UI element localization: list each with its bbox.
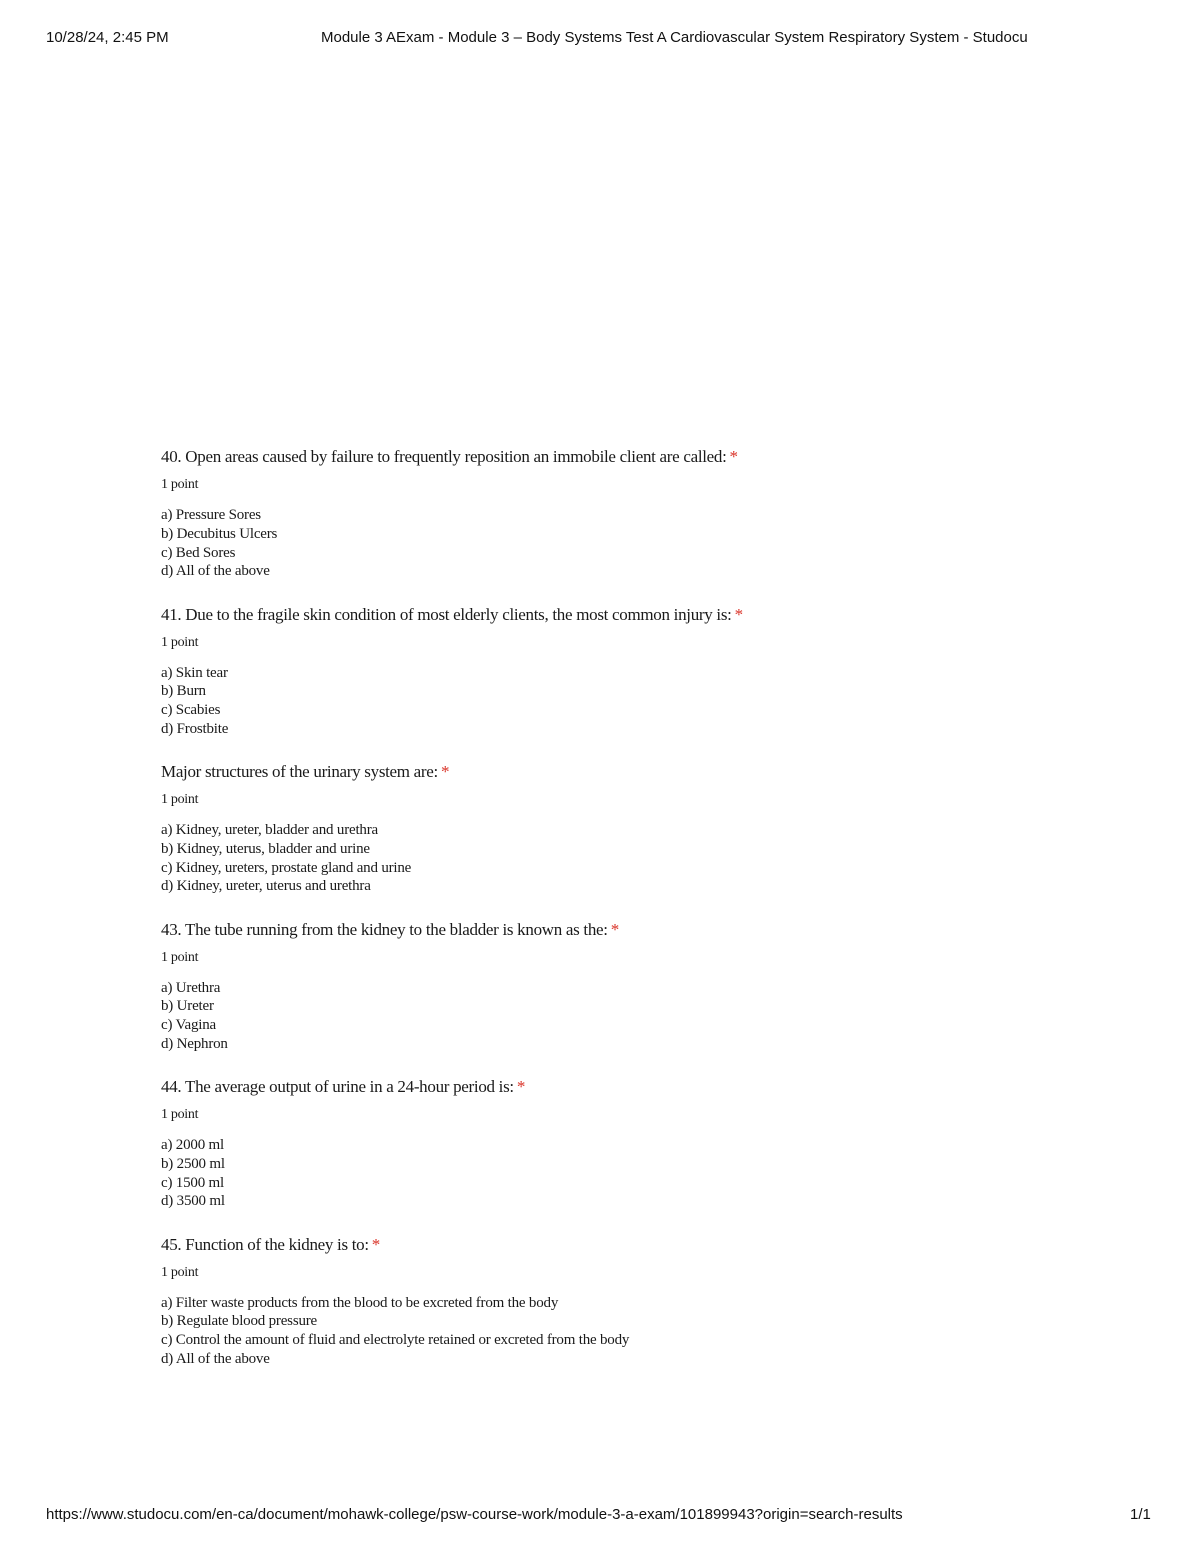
answer-options bbox=[161, 1136, 1061, 1211]
answer-option[interactable]: a) Urethra bbox=[161, 979, 221, 996]
question-text: Major structures of the urinary system are: * bbox=[161, 762, 450, 781]
answer-option[interactable]: d) 3500 ml bbox=[161, 1193, 225, 1210]
print-footer bbox=[0, 1506, 1200, 1528]
question-item bbox=[161, 1076, 1061, 1234]
question-item bbox=[161, 919, 1061, 1077]
required-marker: * bbox=[516, 1077, 526, 1096]
answer-option[interactable]: c) Bed Sores bbox=[161, 544, 236, 561]
answer-options bbox=[161, 821, 1061, 896]
answer-option[interactable]: a) 2000 ml bbox=[161, 1137, 224, 1153]
answer-option[interactable]: b) Burn bbox=[161, 683, 206, 700]
question-item bbox=[161, 446, 1061, 604]
answer-option[interactable]: d) All of the above bbox=[161, 563, 270, 580]
answer-option[interactable]: b) Regulate blood pressure bbox=[161, 1313, 318, 1330]
answer-option[interactable]: a) Filter waste products from the blood to be excreted from the body bbox=[161, 1294, 559, 1311]
print-header bbox=[0, 29, 1200, 51]
answer-option[interactable]: d) Nephron bbox=[161, 1035, 228, 1052]
answer-option[interactable]: c) Scabies bbox=[161, 702, 221, 719]
answer-option[interactable]: c) Vagina bbox=[161, 1017, 216, 1034]
answer-options bbox=[161, 664, 1061, 739]
question-points: 1 point bbox=[161, 634, 199, 650]
question-text: 40. Open areas caused by failure to frequently reposition an immobile client are called: * bbox=[161, 447, 738, 466]
required-marker: * bbox=[729, 447, 738, 466]
question-points: 1 point bbox=[161, 949, 199, 965]
question-list bbox=[161, 446, 1061, 1391]
question-points: 1 point bbox=[161, 1107, 199, 1122]
answer-options bbox=[161, 1294, 1061, 1369]
answer-option[interactable]: a) Pressure Sores bbox=[161, 507, 261, 523]
answer-option[interactable]: c) Kidney, ureters, prostate gland and urine bbox=[161, 859, 412, 876]
answer-option[interactable]: a) Kidney, ureter, bladder and urethra bbox=[161, 822, 378, 838]
question-item bbox=[161, 604, 1061, 762]
page-number: 1/1 bbox=[1130, 1506, 1151, 1523]
question-item bbox=[161, 761, 1061, 919]
answer-option[interactable]: b) Decubitus Ulcers bbox=[161, 525, 278, 542]
answer-option[interactable]: c) Control the amount of fluid and electrolyte retained or excreted from the body bbox=[161, 1332, 630, 1349]
answer-option[interactable]: b) Kidney, uterus, bladder and urine bbox=[161, 840, 370, 857]
question-text: 45. Function of the kidney is to: * bbox=[161, 1234, 380, 1254]
required-marker: * bbox=[371, 1234, 380, 1254]
document-title: Module 3 AExam - Module 3 – Body Systems Test A Cardiovascular System Respiratory System - Studocu bbox=[321, 29, 1028, 46]
page-url: https://www.studocu.com/en-ca/document/mohawk-college/psw-course-work/module-3-a-exam/101899943?origin=search-results bbox=[46, 1506, 903, 1523]
question-text: 43. The tube running from the kidney to the bladder is known as the: * bbox=[161, 919, 619, 939]
answer-option[interactable]: d) Kidney, ureter, uterus and urethra bbox=[161, 878, 371, 895]
answer-option[interactable]: c) 1500 ml bbox=[161, 1174, 224, 1191]
answer-option[interactable]: b) Ureter bbox=[161, 998, 214, 1015]
required-marker: * bbox=[610, 919, 619, 939]
question-points: 1 point bbox=[161, 792, 199, 807]
required-marker: * bbox=[734, 604, 743, 624]
question-points: 1 point bbox=[161, 477, 199, 492]
question-item bbox=[161, 1234, 1061, 1392]
answer-option[interactable]: b) 2500 ml bbox=[161, 1155, 225, 1172]
print-datetime: 10/28/24, 2:45 PM bbox=[46, 29, 169, 46]
question-text: 41. Due to the fragile skin condition of most elderly clients, the most common injury is: * bbox=[161, 604, 743, 624]
question-points: 1 point bbox=[161, 1264, 199, 1280]
required-marker: * bbox=[440, 762, 450, 781]
answer-option[interactable]: d) Frostbite bbox=[161, 720, 229, 737]
answer-options bbox=[161, 979, 1061, 1054]
answer-option[interactable]: a) Skin tear bbox=[161, 664, 228, 681]
answer-option[interactable]: d) All of the above bbox=[161, 1350, 270, 1367]
question-text: 44. The average output of urine in a 24-hour period is: * bbox=[161, 1077, 526, 1096]
answer-options bbox=[161, 506, 1061, 581]
